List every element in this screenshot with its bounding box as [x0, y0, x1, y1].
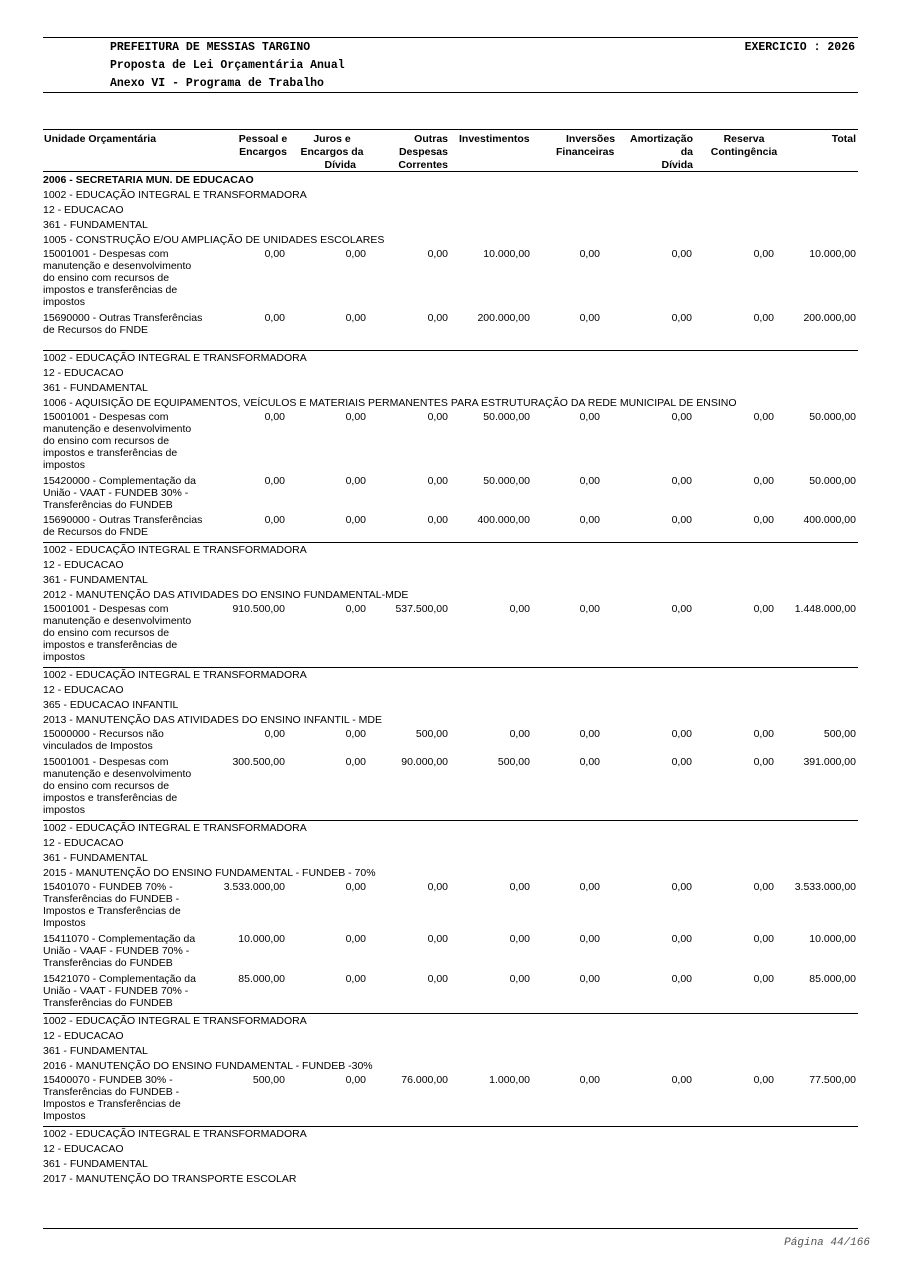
resource-source-line: 15001001 - Despesas com	[43, 248, 169, 260]
table-row	[43, 881, 858, 929]
annex-title: Anexo VI - Programa de Trabalho	[110, 77, 324, 90]
value-cell: 0,00	[579, 312, 600, 324]
value-cell: 0,00	[345, 728, 366, 740]
program-label: 1002 - EDUCAÇÃO INTEGRAL E TRANSFORMADORA	[43, 822, 307, 834]
value-cell: 0,00	[579, 248, 600, 260]
col-amortizacao: Amortização da Dívida	[629, 133, 693, 171]
action-label: 1006 - AQUISIÇÃO DE EQUIPAMENTOS, VEÍCULOS E MATERIAIS PERMANENTES PARA ESTRUTURAÇÃO DA REDE MUNICIPAL DE ENSINO	[43, 397, 737, 409]
page-number: Página 44/166	[784, 1237, 870, 1249]
resource-source	[43, 933, 215, 969]
municipality-name: PREFEITURA DE MESSIAS TARGINO	[110, 41, 311, 54]
value-cell: 0,00	[427, 514, 448, 526]
value-cell: 0,00	[345, 248, 366, 260]
value-cell: 3.533.000,00	[794, 881, 856, 893]
value-cell: 0,00	[671, 973, 692, 985]
value-cell: 0,00	[671, 248, 692, 260]
resource-source-line: de Recursos do FNDE	[43, 526, 149, 538]
resource-source	[43, 514, 215, 538]
value-cell: 0,00	[753, 475, 774, 487]
program-table	[43, 173, 858, 1187]
value-cell: 0,00	[671, 603, 692, 615]
value-cell: 0,00	[345, 973, 366, 985]
function-label: 12 - EDUCACAO	[43, 684, 124, 696]
value-cell: 10.000,00	[809, 248, 856, 260]
value-cell: 0,00	[345, 312, 366, 324]
resource-source-line: impostos e transferências de	[43, 639, 178, 651]
program-label: 1002 - EDUCAÇÃO INTEGRAL E TRANSFORMADORA	[43, 1015, 307, 1027]
value-cell: 0,00	[509, 603, 530, 615]
value-cell: 85.000,00	[238, 973, 285, 985]
value-cell: 200.000,00	[803, 312, 856, 324]
value-cell: 0,00	[264, 728, 285, 740]
resource-source-line: 15400070 - FUNDEB 30% -	[43, 1074, 173, 1086]
resource-source	[43, 1074, 215, 1122]
action-label: 2016 - MANUTENÇÃO DO ENSINO FUNDAMENTAL - FUNDEB -30%	[43, 1060, 373, 1072]
resource-source-line: Transferências do FUNDEB -	[43, 1086, 180, 1098]
action-label: 2015 - MANUTENÇÃO DO ENSINO FUNDAMENTAL - FUNDEB - 70%	[43, 867, 376, 879]
resource-source-line: União - VAAF - FUNDEB 70% -	[43, 945, 190, 957]
value-cell: 537.500,00	[395, 603, 448, 615]
program-blocks	[43, 188, 858, 1187]
action-label: 2017 - MANUTENÇÃO DO TRANSPORTE ESCOLAR	[43, 1173, 297, 1185]
function-label: 12 - EDUCACAO	[43, 559, 124, 571]
subfunction-label: 361 - FUNDAMENTAL	[43, 219, 148, 231]
value-cell: 0,00	[579, 881, 600, 893]
value-cell: 0,00	[753, 411, 774, 423]
col-reserva: Reserva Contingência	[710, 133, 778, 158]
value-cell: 0,00	[753, 728, 774, 740]
value-cell: 50.000,00	[483, 475, 530, 487]
resource-source-line: Impostos	[43, 1110, 86, 1122]
value-cell: 0,00	[579, 728, 600, 740]
resource-source	[43, 248, 215, 308]
subfunction-label: 361 - FUNDAMENTAL	[43, 1045, 148, 1057]
value-cell: 0,00	[509, 933, 530, 945]
resource-source	[43, 756, 215, 816]
value-cell: 0,00	[753, 312, 774, 324]
value-cell: 0,00	[427, 973, 448, 985]
value-cell: 0,00	[753, 248, 774, 260]
value-cell: 0,00	[345, 514, 366, 526]
table-row	[43, 312, 858, 336]
table-row	[43, 603, 858, 663]
value-cell: 0,00	[579, 411, 600, 423]
resource-source-line: União - VAAT - FUNDEB 70% -	[43, 985, 189, 997]
resource-source-line: impostos	[43, 459, 86, 471]
resource-source-line: 15690000 - Outras Transferências	[43, 514, 203, 526]
value-cell: 0,00	[753, 514, 774, 526]
value-cell: 400.000,00	[477, 514, 530, 526]
resource-source-line: manutenção e desenvolvimento	[43, 615, 192, 627]
value-cell: 910.500,00	[232, 603, 285, 615]
resource-source-line: de Recursos do FNDE	[43, 324, 149, 336]
value-cell: 0,00	[427, 312, 448, 324]
function-label: 12 - EDUCACAO	[43, 837, 124, 849]
document-title: Proposta de Lei Orçamentária Anual	[110, 59, 345, 72]
resource-source-line: impostos	[43, 804, 86, 816]
value-cell: 0,00	[509, 881, 530, 893]
resource-source	[43, 411, 215, 471]
resource-source-line: do ensino com recursos de	[43, 780, 170, 792]
header-rule	[43, 92, 858, 93]
value-cell: 0,00	[345, 603, 366, 615]
resource-source	[43, 728, 215, 752]
value-cell: 50.000,00	[809, 411, 856, 423]
subfunction-label: 361 - FUNDAMENTAL	[43, 382, 148, 394]
value-cell: 0,00	[345, 475, 366, 487]
col-outras: Outras Despesas Correntes	[398, 133, 448, 171]
value-cell: 3.533.000,00	[223, 881, 285, 893]
value-cell: 0,00	[509, 973, 530, 985]
subfunction-label: 365 - EDUCACAO INFANTIL	[43, 699, 179, 711]
unit-heading: 2006 - SECRETARIA MUN. DE EDUCACAO	[43, 174, 254, 186]
value-cell: 0,00	[671, 756, 692, 768]
resource-source	[43, 603, 215, 663]
subfunction-label: 361 - FUNDAMENTAL	[43, 574, 148, 586]
program-label: 1002 - EDUCAÇÃO INTEGRAL E TRANSFORMADORA	[43, 669, 307, 681]
col-inversoes: Inversões Financeiras	[556, 133, 616, 158]
table-top-rule	[43, 129, 858, 130]
function-label: 12 - EDUCACAO	[43, 204, 124, 216]
value-cell: 0,00	[345, 756, 366, 768]
value-cell: 77.500,00	[809, 1074, 856, 1086]
resource-source-line: 15411070 - Complementação da	[43, 933, 196, 945]
resource-source-line: 15001001 - Despesas com	[43, 603, 169, 615]
value-cell: 0,00	[671, 728, 692, 740]
value-cell: 1.000,00	[489, 1074, 530, 1086]
resource-source	[43, 312, 215, 336]
col-pessoal: Pessoal e Encargos	[238, 133, 288, 158]
table-row	[43, 1074, 858, 1122]
resource-source-line: Transferências do FUNDEB	[43, 957, 173, 969]
resource-source-line: impostos	[43, 296, 86, 308]
value-cell: 0,00	[753, 1074, 774, 1086]
value-cell: 0,00	[345, 411, 366, 423]
value-cell: 0,00	[264, 312, 285, 324]
resource-source	[43, 881, 215, 929]
value-cell: 0,00	[345, 933, 366, 945]
value-cell: 0,00	[264, 514, 285, 526]
resource-source-line: do ensino com recursos de	[43, 435, 170, 447]
value-cell: 0,00	[427, 881, 448, 893]
value-cell: 85.000,00	[809, 973, 856, 985]
function-label: 12 - EDUCACAO	[43, 1143, 124, 1155]
resource-source-line: Transferências do FUNDEB	[43, 499, 173, 511]
value-cell: 0,00	[579, 973, 600, 985]
value-cell: 0,00	[671, 312, 692, 324]
value-cell: 0,00	[753, 933, 774, 945]
exercise-year: EXERCICIO : 2026	[744, 41, 855, 54]
resource-source-line: vinculados de Impostos	[43, 740, 153, 752]
value-cell: 50.000,00	[809, 475, 856, 487]
resource-source-line: 15001001 - Despesas com	[43, 411, 169, 423]
value-cell: 0,00	[264, 475, 285, 487]
action-label: 2013 - MANUTENÇÃO DAS ATIVIDADES DO ENSINO INFANTIL - MDE	[43, 714, 382, 726]
table-row	[43, 514, 858, 538]
value-cell: 0,00	[753, 756, 774, 768]
value-cell: 0,00	[579, 603, 600, 615]
value-cell: 0,00	[427, 411, 448, 423]
value-cell: 0,00	[671, 411, 692, 423]
resource-source-line: Transferências do FUNDEB	[43, 997, 173, 1009]
value-cell: 10.000,00	[809, 933, 856, 945]
value-cell: 500,00	[497, 756, 530, 768]
table-row	[43, 411, 858, 471]
resource-source-line: Impostos	[43, 917, 86, 929]
value-cell: 0,00	[427, 248, 448, 260]
resource-source-line: 15000000 - Recursos não	[43, 728, 164, 740]
value-cell: 90.000,00	[401, 756, 448, 768]
value-cell: 300.500,00	[232, 756, 285, 768]
resource-source-line: 15690000 - Outras Transferências	[43, 312, 203, 324]
value-cell: 0,00	[671, 475, 692, 487]
resource-source-line: impostos e transferências de	[43, 284, 178, 296]
program-label: 1002 - EDUCAÇÃO INTEGRAL E TRANSFORMADORA	[43, 1128, 307, 1140]
table-row	[43, 475, 858, 511]
resource-source-line: do ensino com recursos de	[43, 272, 170, 284]
resource-source-line: 15401070 - FUNDEB 70% -	[43, 881, 173, 893]
value-cell: 0,00	[264, 248, 285, 260]
resource-source-line: do ensino com recursos de	[43, 627, 170, 639]
col-total: Total	[831, 133, 856, 145]
function-label: 12 - EDUCACAO	[43, 367, 124, 379]
function-label: 12 - EDUCACAO	[43, 1030, 124, 1042]
value-cell: 500,00	[252, 1074, 285, 1086]
resource-source-line: 15420000 - Complementação da	[43, 475, 196, 487]
value-cell: 200.000,00	[477, 312, 530, 324]
table-row	[43, 973, 858, 1009]
resource-source-line: impostos e transferências de	[43, 447, 178, 459]
resource-source-line: manutenção e desenvolvimento	[43, 768, 192, 780]
footer-rule	[43, 1228, 858, 1229]
col-juros: Juros e Encargos da Dívida	[300, 133, 364, 171]
value-cell: 391.000,00	[803, 756, 856, 768]
value-cell: 0,00	[671, 933, 692, 945]
resource-source	[43, 475, 215, 511]
action-label: 2012 - MANUTENÇÃO DAS ATIVIDADES DO ENSINO FUNDAMENTAL-MDE	[43, 589, 409, 601]
table-row	[43, 248, 858, 308]
col-unit: Unidade Orçamentária	[44, 133, 157, 145]
value-cell: 0,00	[579, 475, 600, 487]
value-cell: 1.448.000,00	[794, 603, 856, 615]
program-label: 1002 - EDUCAÇÃO INTEGRAL E TRANSFORMADORA	[43, 189, 307, 201]
resource-source-line: 15001001 - Despesas com	[43, 756, 169, 768]
resource-source-line: 15421070 - Complementação da	[43, 973, 196, 985]
table-row	[43, 933, 858, 969]
value-cell: 0,00	[753, 603, 774, 615]
resource-source-line: impostos	[43, 651, 86, 663]
resource-source-line: Impostos e Transferências de	[43, 905, 181, 917]
value-cell: 0,00	[579, 756, 600, 768]
value-cell: 10.000,00	[238, 933, 285, 945]
resource-source-line: manutenção e desenvolvimento	[43, 423, 192, 435]
value-cell: 0,00	[345, 881, 366, 893]
value-cell: 0,00	[579, 933, 600, 945]
resource-source-line: Impostos e Transferências de	[43, 1098, 181, 1110]
resource-source-line: manutenção e desenvolvimento	[43, 260, 192, 272]
program-label: 1002 - EDUCAÇÃO INTEGRAL E TRANSFORMADORA	[43, 544, 307, 556]
value-cell: 0,00	[427, 475, 448, 487]
value-cell: 0,00	[345, 1074, 366, 1086]
resource-source-line: impostos e transferências de	[43, 792, 178, 804]
action-label: 1005 - CONSTRUÇÃO E/OU AMPLIAÇÃO DE UNIDADES ESCOLARES	[43, 234, 385, 246]
value-cell: 400.000,00	[803, 514, 856, 526]
value-cell: 500,00	[415, 728, 448, 740]
resource-source-line: Transferências do FUNDEB -	[43, 893, 180, 905]
value-cell: 500,00	[823, 728, 856, 740]
value-cell: 0,00	[753, 881, 774, 893]
program-label: 1002 - EDUCAÇÃO INTEGRAL E TRANSFORMADORA	[43, 352, 307, 364]
resource-source-line: União - VAAT - FUNDEB 30% -	[43, 487, 189, 499]
value-cell: 0,00	[509, 728, 530, 740]
value-cell: 0,00	[579, 514, 600, 526]
value-cell: 0,00	[753, 973, 774, 985]
value-cell: 50.000,00	[483, 411, 530, 423]
table-row	[43, 728, 858, 752]
value-cell: 0,00	[264, 411, 285, 423]
value-cell: 0,00	[671, 1074, 692, 1086]
subfunction-label: 361 - FUNDAMENTAL	[43, 1158, 148, 1170]
value-cell: 0,00	[427, 933, 448, 945]
table-row	[43, 756, 858, 816]
value-cell: 76.000,00	[401, 1074, 448, 1086]
value-cell: 10.000,00	[483, 248, 530, 260]
resource-source	[43, 973, 215, 1009]
value-cell: 0,00	[671, 514, 692, 526]
col-investimentos: Investimentos	[459, 133, 530, 145]
top-rule	[43, 37, 858, 38]
value-cell: 0,00	[579, 1074, 600, 1086]
subfunction-label: 361 - FUNDAMENTAL	[43, 852, 148, 864]
value-cell: 0,00	[671, 881, 692, 893]
column-header-rule	[43, 171, 858, 172]
